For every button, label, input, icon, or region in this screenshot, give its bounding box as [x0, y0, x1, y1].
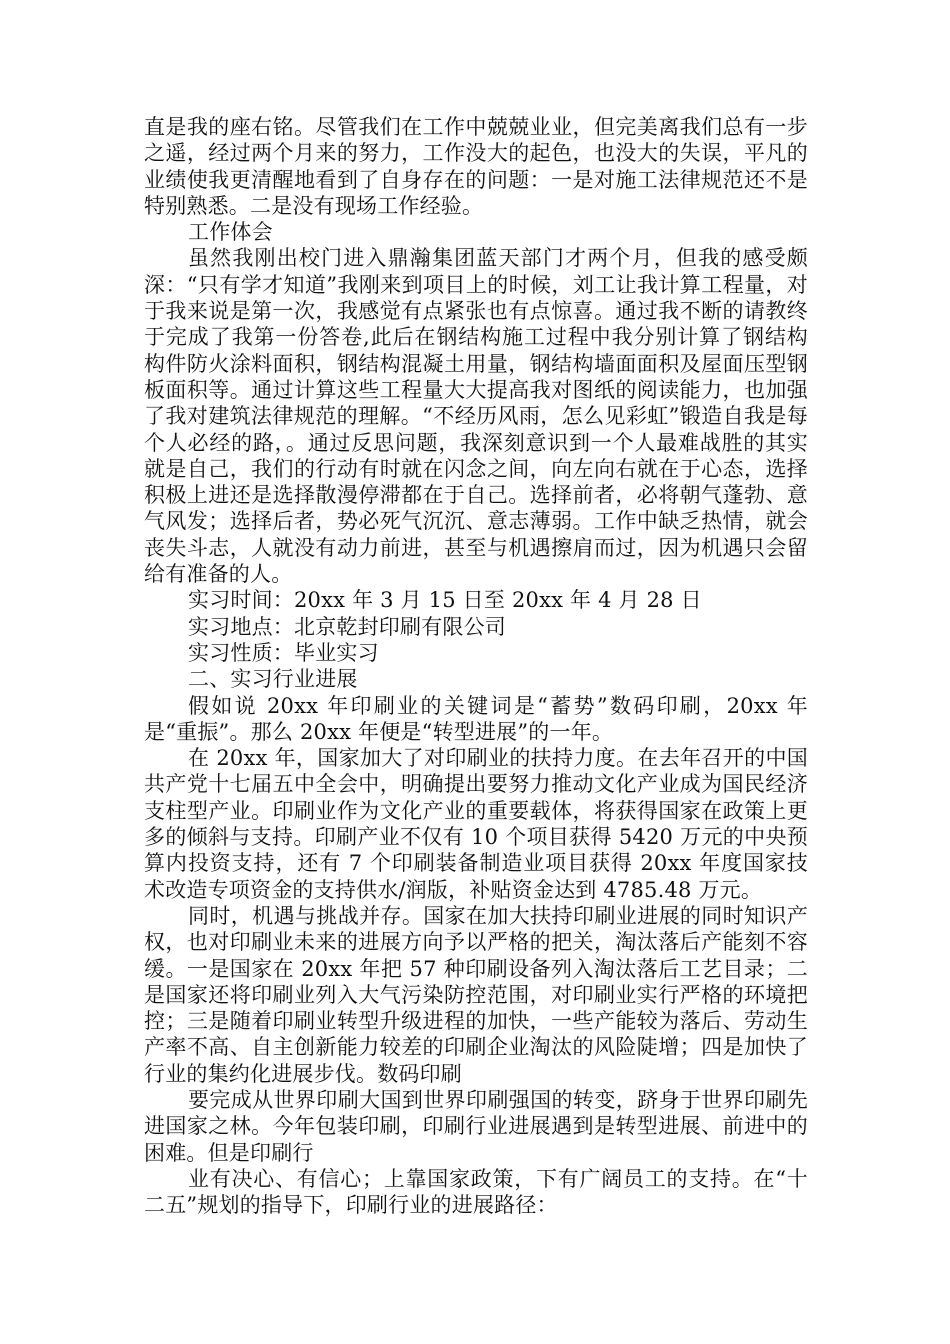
internship-nature: 实习性质：毕业实习 — [188, 640, 379, 665]
paragraph-motto-continuation: 直是我的座右铭。尽管我们在工作中兢兢业业，但完美离我们总有一步之遥，经过两个月来的努力，工作没大的起色，也没大的失误，平凡的业绩使我更清醒地看到了自身存在的问题：一是对施工法律规范还不是特别熟悉。二是没有现场工作经验。 — [144, 115, 808, 218]
paragraph-transformation-goal: 要完成从世界印刷大国到世界印刷强国的转变，跻身于世界印刷先进国家之林。今年包装印刷，印刷行业进展遇到是转型进展、前进中的困难。但是印刷行 — [144, 1087, 808, 1165]
section-heading-work-experience: 工作体会 — [188, 220, 273, 245]
internship-time: 实习时间：20xx 年 3 月 15 日至 20xx 年 4 月 28 日 — [188, 588, 702, 613]
document-body — [144, 114, 808, 1218]
paragraph-industry-confidence: 业有决心、有信心；上靠国家政策，下有广阔员工的支持。在“十二五”规划的指导下，印刷行业的进展路径： — [144, 1166, 808, 1218]
internship-location: 实习地点：北京乾封印刷有限公司 — [188, 614, 506, 639]
paragraph-national-support: 在 20xx 年，国家加大了对印刷业的扶持力度。在去年召开的中国共产党十七届五中全会中，明确提出要努力推动文化产业成为国民经济支柱型产业。印刷业作为文化产业的重要载体，将获得国家在政策上更多的倾斜与支持。印刷产业不仅有 10 个项目获得 5420 万元的中央预算内投资支持，还有 7 个印刷装备制造业项目获得 20xx 年度国家技术改造专项资金的支持供水/润版，补贴资金达到 4785.48 万元。 — [144, 746, 808, 902]
paragraph-work-experience: 虽然我刚出校门进入鼎瀚集团蓝天部门才两个月，但我的感受颇深：“只有学才知道”我刚来到项目上的时候，刘工让我计算工程量，对于我来说是第一次，我感觉有点紧张也有点惊喜。通过我不断的请教终于完成了我第一份答卷,此后在钢结构施工过程中我分别计算了钢结构构件防火涂料面积，钢结构混凝土用量，钢结构墙面面积及屋面压型钢板面积等。通过计算这些工程量大大提高我对图纸的阅读能力，也加强了我对建筑法律规范的理解。“不经历风雨，怎么见彩虹”锻造自我是每个人必经的路，。通过反思问题，我深刻意识到一个人最难战胜的其实就是自己，我们的行动有时就在闪念之间，向左向右就在于心态，选择积极上进还是选择散漫停滞都在于自己。选择前者，必将朝气蓬勃、意气风发；选择后者，势必死气沉沉、意志薄弱。工作中缺乏热情，就会丧失斗志，人就没有动力前进，甚至与机遇擦肩而过，因为机遇只会留给有准备的人。 — [144, 246, 808, 587]
paragraph-industry-keywords: 假如说 20xx 年印刷业的关键词是“蓄势”数码印刷，20xx 年是“重振”。那么 20xx 年便是“转型进展”的一年。 — [144, 693, 808, 744]
paragraph-opportunity-challenge: 同时，机遇与挑战并存。国家在加大扶持印刷业进展的同时知识产权，也对印刷业未来的进展方向予以严格的把关，淘汰落后产能刻不容缓。一是国家在 20xx 年把 57 种印刷设备列入淘汰落后工艺目录；二是国家还将印刷业列入大气污染防控范围，对印刷业实行严格的环境把控；三是随着印刷业转型升级进程的加快，一些产能较为落后、劳动生产率不高、自主创新能力较差的印刷企业淘汰的风险陡增；四是加快了行业的集约化进展步伐。数码印刷 — [144, 903, 808, 1086]
section-heading-industry-progress: 二、实习行业进展 — [188, 667, 358, 692]
